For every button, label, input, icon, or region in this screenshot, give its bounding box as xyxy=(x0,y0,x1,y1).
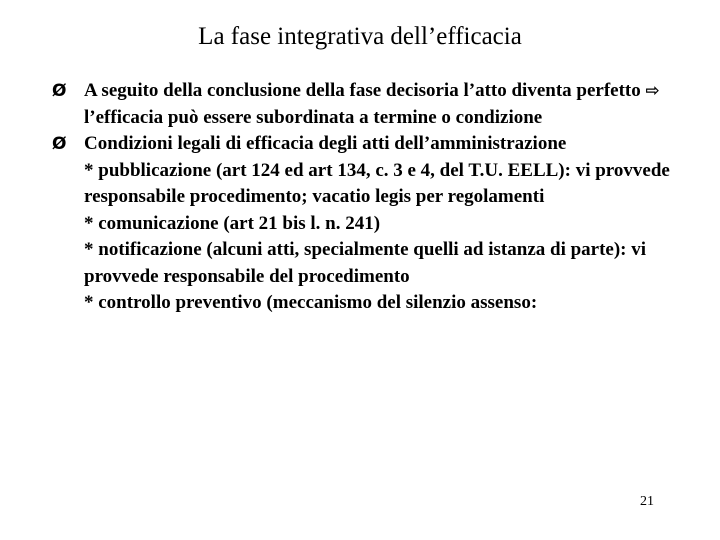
page-number: 21 xyxy=(640,494,654,509)
bullet-item xyxy=(52,78,672,131)
slide-title: La fase integrativa dell’efficacia xyxy=(198,23,522,50)
arrowhead-bullet-icon: Ø xyxy=(52,134,67,154)
bullet-text: A seguito della conclusione della fase decisoria l’atto diventa perfetto xyxy=(84,80,641,101)
bullet-list xyxy=(52,78,672,317)
sub-item: * comunicazione (art 21 bis l. n. 241) xyxy=(84,212,381,234)
bullet-text-continued: l’efficacia può essere subordinata a termine o condizione xyxy=(84,106,543,128)
sub-item: * notificazione (alcuni atti, specialmente quelli ad istanza di parte): vi provvede responsabile del procedimento xyxy=(84,239,647,287)
sub-item: * controllo preventivo (meccanismo del silenzio assenso: xyxy=(84,292,538,313)
right-arrow-icon: ⇨ xyxy=(645,81,660,101)
arrowhead-bullet-icon: Ø xyxy=(52,81,67,101)
bullet-text: Condizioni legali di efficacia degli atti dell’amministrazione xyxy=(84,133,567,154)
sub-item: * pubblicazione (art 124 ed art 134, c. 3 e 4, del T.U. EELL): vi provvede responsabile procedimento; vacatio legis per regolamenti xyxy=(84,159,670,207)
bullet-item xyxy=(52,131,672,158)
